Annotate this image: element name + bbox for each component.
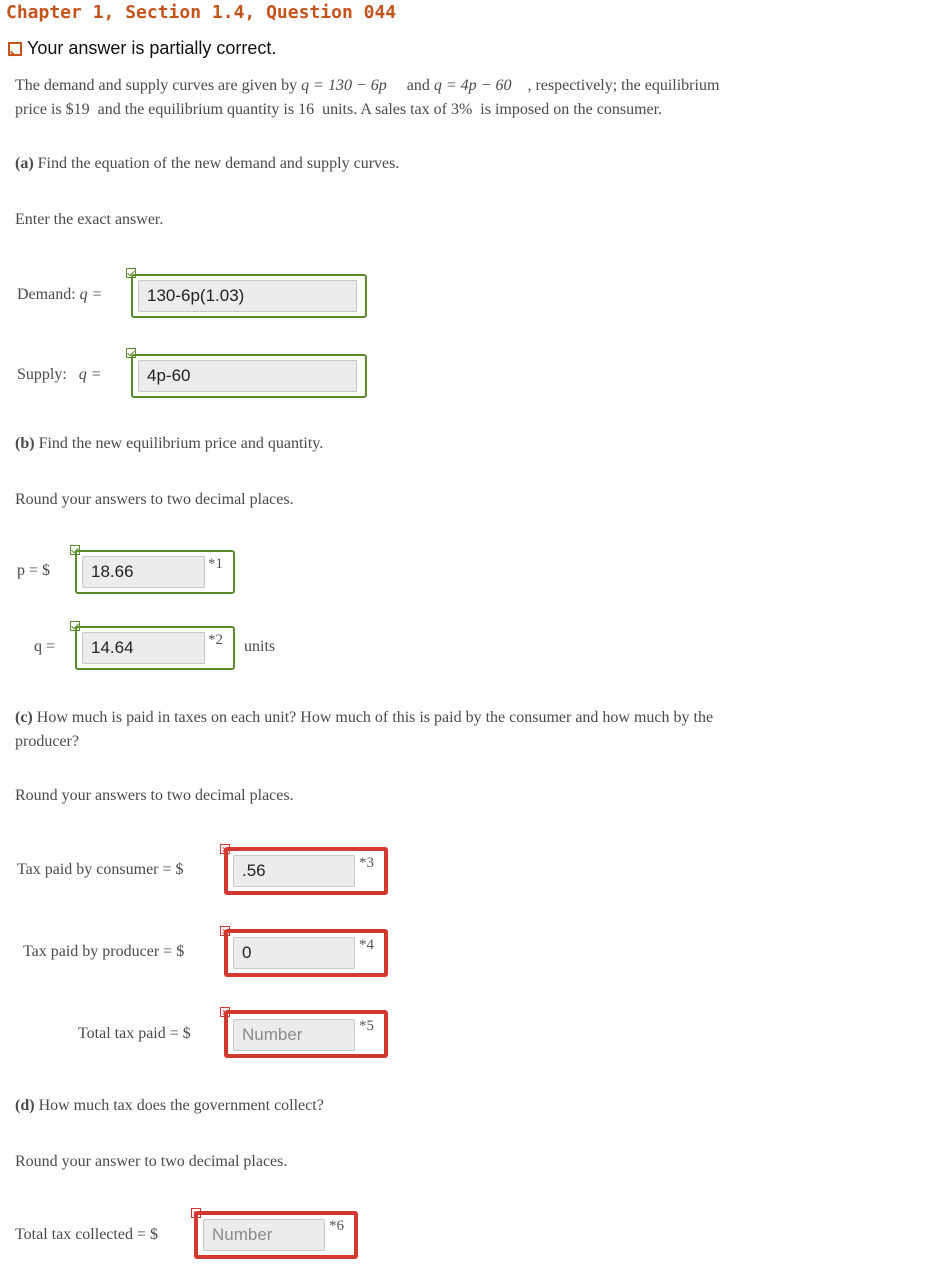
note-marker-1: *1 xyxy=(208,556,223,572)
note-marker-2: *2 xyxy=(208,632,223,648)
answer-status-text: Your answer is partially correct. xyxy=(27,38,277,58)
units-label: units xyxy=(244,638,276,655)
supply-var: q = xyxy=(78,366,102,383)
page-title: Chapter 1, Section 1.4, Question 044 xyxy=(6,2,397,23)
sales-tax-text: units. A sales tax of 3% xyxy=(322,101,473,118)
part-c-instruction: Round your answers to two decimal places. xyxy=(15,787,294,804)
part-c-line-1 xyxy=(15,706,835,730)
problem-text-7: is imposed on the consumer. xyxy=(480,101,663,118)
note-marker-3: *3 xyxy=(359,855,374,871)
demand-var: q = xyxy=(79,286,103,303)
producer-tax-label: Tax paid by producer = $ xyxy=(23,943,185,960)
note-marker-5: *5 xyxy=(359,1018,374,1034)
demand-label: Demand: xyxy=(17,286,76,303)
note-marker-4: *4 xyxy=(359,937,374,953)
supply-equation: q = 4p − 60 xyxy=(433,77,512,94)
note-marker-6: *6 xyxy=(329,1218,344,1234)
part-d-question xyxy=(15,1097,324,1115)
part-c-question-text: How much is paid in taxes on each unit? How much of this is paid by the consumer and how much by the xyxy=(36,709,714,726)
part-a-question xyxy=(15,155,399,173)
equilibrium-quantity-text: and the equilibrium quantity is 16 xyxy=(97,101,315,118)
part-a-question-text: Find the equation of the new demand and supply curves. xyxy=(37,155,400,172)
part-b-question-text: Find the new equilibrium price and quantity. xyxy=(38,435,324,452)
problem-text-3: , respectively; the equilibrium xyxy=(527,77,720,94)
supply-label: Supply: xyxy=(17,366,67,383)
total-tax-label: Total tax paid = $ xyxy=(78,1025,191,1042)
part-d-question-text: How much tax does the government collect? xyxy=(38,1097,324,1114)
quantity-label: q = xyxy=(34,638,56,655)
part-b-instruction: Round your answers to two decimal places. xyxy=(15,491,294,508)
problem-text-2: and xyxy=(406,77,434,94)
part-d-label: (d) xyxy=(15,1097,35,1114)
problem-line-2 xyxy=(15,98,835,122)
answer-status xyxy=(8,38,276,59)
demand-equation: q = 130 − 6p xyxy=(301,77,387,94)
consumer-tax-label: Tax paid by consumer = $ xyxy=(17,861,184,878)
supply-input[interactable]: 4p-60 xyxy=(138,360,357,392)
supply-row-label xyxy=(17,366,102,384)
price-label: p = $ xyxy=(17,562,51,579)
quantity-input[interactable]: 14.64 xyxy=(82,632,205,664)
price-input[interactable]: 18.66 xyxy=(82,556,205,588)
equilibrium-price-text: price is $19 xyxy=(15,101,90,118)
part-c-question-text-2: producer? xyxy=(15,733,79,750)
total-tax-input[interactable]: Number xyxy=(233,1019,355,1051)
problem-text-1: The demand and supply curves are given by xyxy=(15,77,302,94)
demand-input[interactable]: 130-6p(1.03) xyxy=(138,280,357,312)
part-c-question xyxy=(15,706,835,754)
part-c-label: (c) xyxy=(15,709,33,726)
part-a-instruction: Enter the exact answer. xyxy=(15,211,164,228)
part-a-label: (a) xyxy=(15,155,34,172)
tax-collected-label: Total tax collected = $ xyxy=(15,1226,158,1243)
demand-row-label xyxy=(17,286,102,304)
problem-line-1 xyxy=(15,74,835,98)
partial-correct-icon xyxy=(8,42,22,56)
part-b-question xyxy=(15,435,323,453)
problem-statement xyxy=(15,74,835,122)
part-b-label: (b) xyxy=(15,435,35,452)
tax-collected-input[interactable]: Number xyxy=(203,1219,325,1251)
consumer-tax-input[interactable]: .56 xyxy=(233,855,355,887)
producer-tax-input[interactable]: 0 xyxy=(233,937,355,969)
part-d-instruction: Round your answer to two decimal places. xyxy=(15,1153,288,1170)
